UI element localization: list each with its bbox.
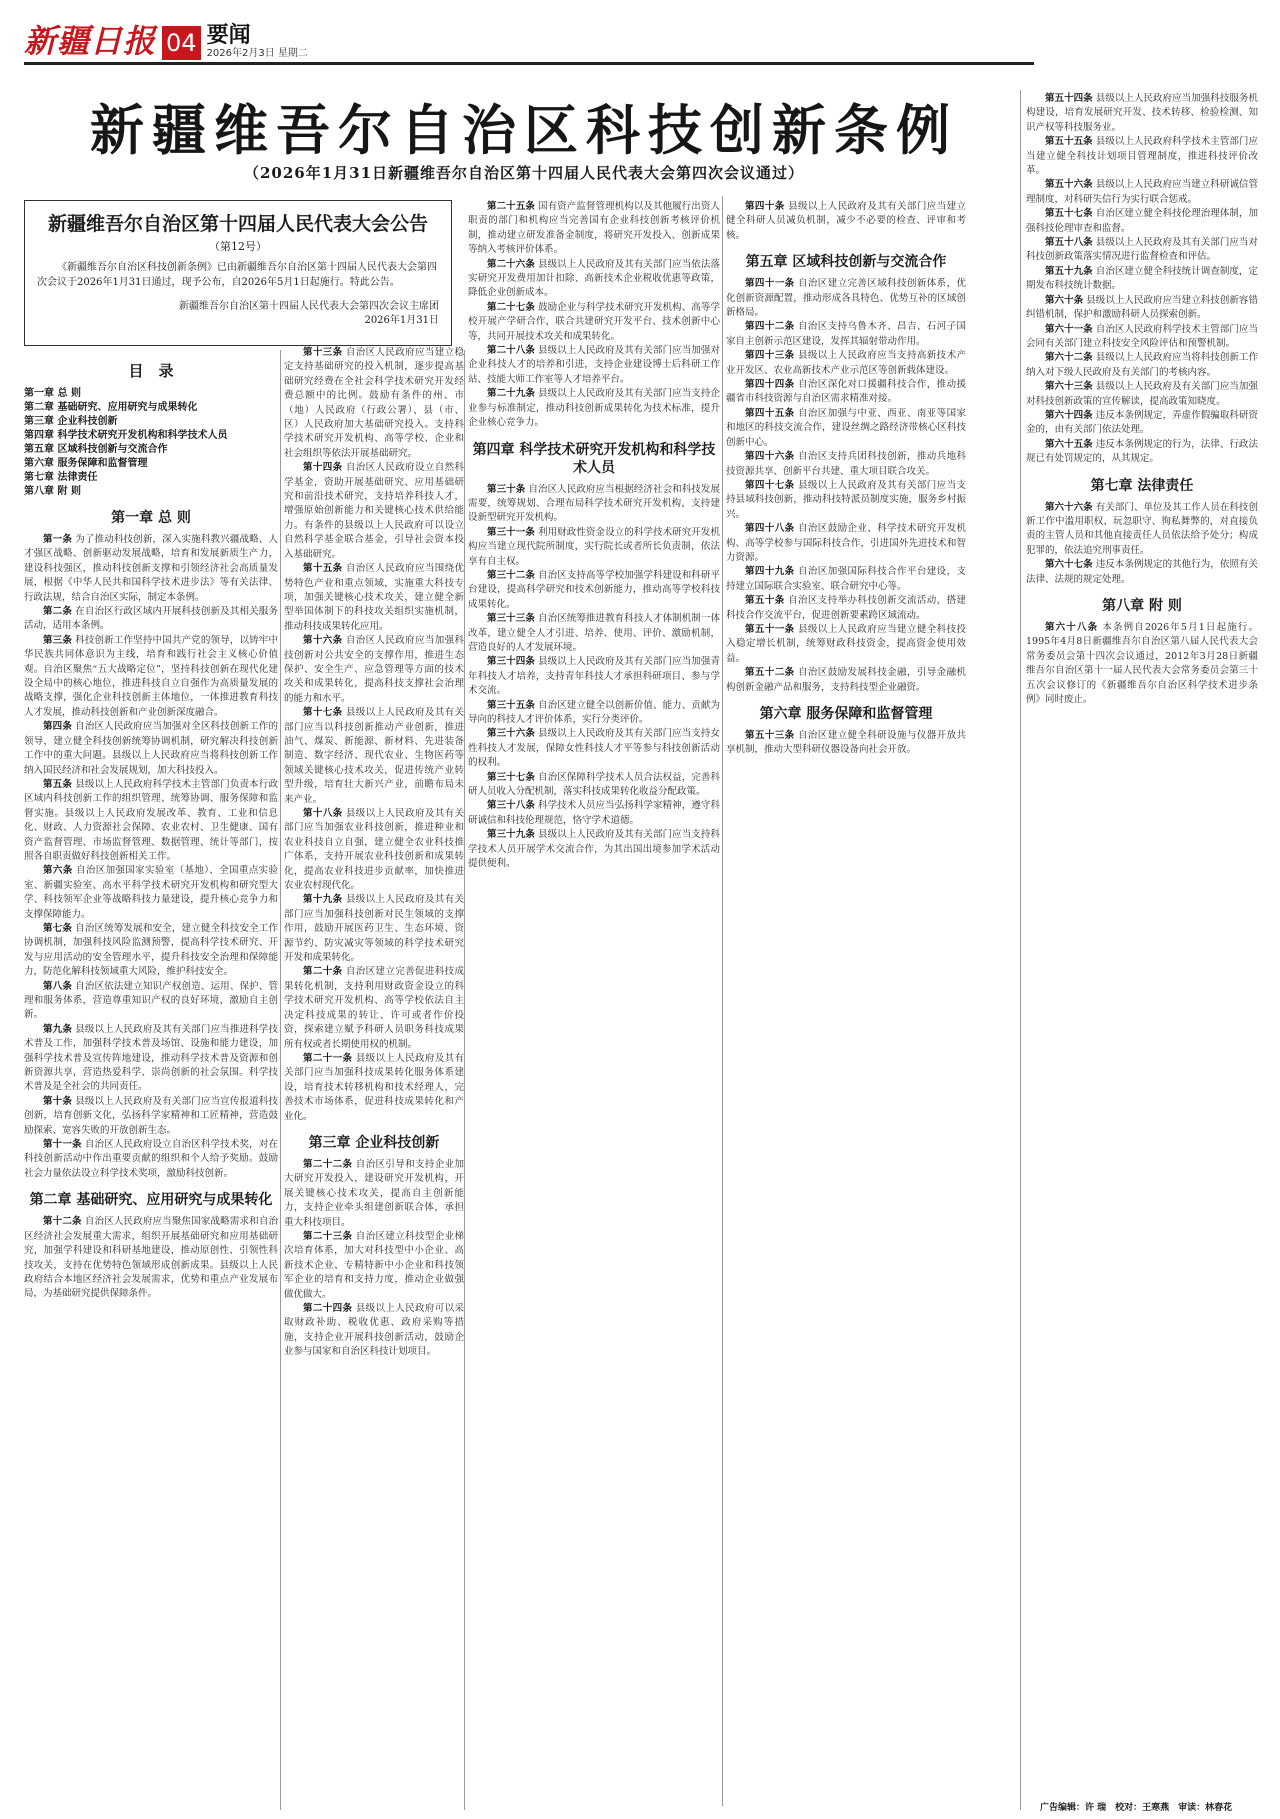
- newspaper-logo: 新疆日报: [24, 22, 157, 60]
- article-number: 第一条: [43, 534, 72, 545]
- article-number: 第五十四条: [1045, 93, 1093, 104]
- article-number: 第十七条: [303, 707, 343, 719]
- article-text: 自治区人民政府应当加强科技创新对公共安全的支撑作用，推进生态保护、安全生产、应急管理等方面的技术攻关和成果转化，提高科技支撑社会治理的能力和水平。: [284, 635, 464, 704]
- article-text: 自治区鼓励企业、科学技术研究开发机构、高等学校参与国际科技合作，引进国外先进技术和智力资源。: [726, 523, 966, 563]
- headline: 新疆维吾尔自治区科技创新条例: [90, 99, 958, 162]
- article-number: 第三十九条: [487, 829, 535, 841]
- section-name: 要闻: [206, 23, 251, 48]
- article-number: 第六十一条: [1045, 323, 1093, 335]
- article: [284, 1302, 464, 1360]
- article-text: 县级以上人民政府应当加强科技服务机构建设，培育发展研究开发、技术转移、检验检测、知识产权等科技服务业。: [1026, 93, 1258, 133]
- subhead: （2026年1月31日新疆维吾尔自治区第十四届人民代表大会第四次会议通过）: [243, 164, 805, 182]
- article: [726, 522, 966, 565]
- article-text: 自治区依法建立知识产权创造、运用、保护、管理和服务体系，营造尊重知识产权的良好环境，激励自主创新。: [24, 980, 278, 1021]
- article-text: 违反本条例规定的其他行为，依照有关法律、法规的规定处理。: [1026, 559, 1258, 585]
- article-text: 在自治区行政区域内开展科技创新及其相关服务活动，适用本条例。: [24, 606, 278, 632]
- article-text: 自治区加强国家实验室（基地）、全国重点实验室、新疆实验室、高水平科学技术研究开发机构和研究型大学、科技领军企业等战略科技力量建设，提升核心竞争力和支撑保障能力。: [24, 865, 278, 920]
- article-text: 自治区支持兵团科技创新，推动兵地科技资源共享、创新平台共建、重大项目联合攻关。: [726, 451, 966, 477]
- column-divider: [280, 350, 281, 1810]
- chapter-heading: 第八章 附 则: [1102, 598, 1182, 614]
- announcement-box: [24, 200, 452, 346]
- article-number: 第二十九条: [487, 388, 535, 400]
- chapter-heading: 第四章 科学技术研究开发机构和科学技术人员: [472, 441, 716, 476]
- article-text: 县级以上人民政府及其有关部门应当支持科学技术人员开展学术交流合作，为其出国出境参加学术活动提供便利。: [468, 829, 720, 870]
- article-text: 县级以上人民政府可以采取财政补助、税收优惠、政府采购等措施，支持企业开展科技创新活动，鼓励企业参与国家和自治区科技计划项目。: [284, 1303, 464, 1358]
- article-number: 第二条: [43, 606, 72, 618]
- article-number: 第四十二条: [745, 321, 795, 333]
- toc-item: 第二章 基础研究、应用研究与成果转化: [24, 402, 198, 413]
- article-text: 自治区深化对口援疆科技合作，推动援疆省市科技资源与自治区需求精准对接。: [726, 379, 966, 405]
- announcement-title: 新疆维吾尔自治区第十四届人民代表大会公告: [47, 213, 428, 235]
- article-number: 第六条: [43, 865, 73, 877]
- article-number: 第二十一条: [303, 1052, 353, 1064]
- article: [1026, 135, 1258, 178]
- article: [1026, 294, 1258, 323]
- article-number: 第四十七条: [745, 479, 795, 491]
- article-number: 第五十九条: [1045, 265, 1093, 277]
- article-text: 自治区引导和支持企业加大研究开发投入，建设研究开发机构，开展关键核心技术攻关，提高自主创新能力，支持企业牵头组建创新联合体，承担重大科技项目。: [284, 1158, 464, 1228]
- article-number: 第十条: [43, 1095, 72, 1107]
- article: [24, 1023, 278, 1095]
- article: [284, 807, 464, 893]
- article-text: 科技创新工作坚持中国共产党的领导，以铸牢中华民族共同体意识为主线，培育和践行社会主义核心价值观。自治区聚焦“五大战略定位”，坚持科技创新在现代化建设全局中的核心地位，推进科技自立自强作为高质量发展的战略支撑，强化企业科技创新主体地位，一体推进教育科技人才发展，推动科技创新和产业创新深度融合。: [24, 634, 278, 718]
- article-number: 第十九条: [303, 894, 343, 906]
- article: [1026, 409, 1258, 438]
- article: [726, 729, 966, 758]
- article-number: 第六十三条: [1045, 381, 1093, 393]
- article: [24, 980, 278, 1023]
- article: [284, 634, 464, 706]
- toc-item: 第四章 科学技术研究开发机构和科学技术人员: [24, 430, 228, 441]
- article-number: 第四十五条: [745, 407, 795, 419]
- article: [726, 349, 966, 378]
- article-number: 第五十八条: [1045, 237, 1093, 249]
- article-text: 县级以上人民政府及其有关部门应当加强科技创新对民生领域的支撑作用，鼓励开展医药卫生、生态环境、资源节约、防灾减灾等领域的科学技术研究开发和成果转化。: [284, 894, 464, 964]
- article: [468, 569, 720, 612]
- article-text: 自治区人民政府应当围绕优势特色产业和重点领域，实施重大科技专项，加强关键核心技术攻关，建立健全新型举国体制下的科技攻关组织实施机制，推动科技成果转化应用。: [284, 563, 464, 632]
- article-number: 第二十四条: [303, 1303, 353, 1314]
- article: [468, 799, 720, 828]
- article-number: 第五十条: [745, 595, 785, 607]
- article-text: 县级以上人民政府及其有关部门应当加强对企业科技人才的培养和引进，支持企业建设博士后科研工作站、技能大师工作室等人才培养平台。: [468, 345, 720, 385]
- article: [284, 1230, 464, 1302]
- article: [1026, 323, 1258, 352]
- article: [1026, 92, 1258, 135]
- announcement-date: 2026年1月31日: [364, 315, 439, 326]
- article: [468, 301, 720, 344]
- article-text: 自治区建立科技型企业梯次培育体系，加大对科技型中小企业、高新技术企业、专精特新中小企业和科技领军企业的培育和支持力度，推动企业做强做优做大。: [284, 1230, 464, 1300]
- article-number: 第三十七条: [487, 771, 535, 783]
- article-number: 第三十三条: [487, 613, 535, 625]
- column-2: [284, 346, 464, 1360]
- article-text: 自治区人民政府应当根据经济社会和科技发展需要，统筹规划、合理布局科学技术研究开发机构，支持建设新型研究开发机构。: [468, 483, 720, 524]
- article-number: 第八条: [43, 980, 72, 992]
- toc-item: 第七章 法律责任: [24, 472, 98, 483]
- issue-date: 2026年2月3日 星期二: [206, 48, 308, 59]
- article: [24, 922, 278, 980]
- article-text: 自治区建立完善区域科技创新体系，优化创新资源配置，推动形成各具特色、优势互补的区域创新格局。: [726, 278, 966, 319]
- chapter-heading: 第五章 区域科技创新与交流合作: [745, 254, 947, 271]
- page-number: 04: [162, 26, 201, 60]
- article: [1026, 380, 1258, 409]
- article-number: 第十四条: [303, 462, 343, 474]
- article-text: 县级以上人民政府及其有关部门应当支持女性科技人才发展，保障女性科技人才平等参与科技创新活动的权利。: [468, 728, 720, 769]
- article-text: 自治区建立完善促进科技成果转化机制，支持利用财政资金设立的科学技术研究开发机构、高等学校依法自主决定科技成果的转让、许可或者作价投资，探索建立赋予科研人员职务科技成果所有权或者长期使用权的机制。: [284, 966, 464, 1050]
- article: [24, 1138, 278, 1181]
- article: [726, 450, 966, 479]
- article: [1026, 265, 1258, 294]
- article-text: 县级以上人民政府及其有关部门应当对科技创新政策落实情况进行监督检查和评估。: [1026, 237, 1258, 263]
- article: [1026, 351, 1258, 380]
- chapter-heading: 第六章 服务保障和监督管理: [759, 706, 933, 722]
- article-text: 自治区支持举办科技创新交流活动，搭建科技合作交流平台，促进创新要素跨区域流动。: [726, 595, 966, 621]
- article: [468, 387, 720, 430]
- article-number: 第五十三条: [745, 730, 795, 741]
- article: [468, 612, 720, 655]
- article: [24, 1095, 278, 1138]
- article-text: 自治区人民政府科学技术主管部门应当会同有关部门建立科技安全风险评估和预警机制。: [1026, 323, 1258, 349]
- article-text: 自治区建立健全科研设施与仪器开放共享机制，推动大型科研仪器设备向社会开放。: [726, 730, 966, 756]
- article-number: 第六十五条: [1045, 438, 1093, 450]
- article-number: 第五条: [43, 778, 72, 790]
- announcement-signer: 新疆维吾尔自治区第十四届人民代表大会第四次会议主席团: [179, 301, 439, 312]
- article: [1026, 178, 1258, 207]
- article: [726, 407, 966, 450]
- article: [1026, 558, 1258, 587]
- column-divider: [722, 196, 723, 1806]
- article-text: 自治区支持高等学校加强学科建设和科研平台建设，提高科学研究和技术创新能力，推动高等学校科技成果转化。: [468, 569, 720, 610]
- article-text: 自治区建立健全科技伦理治理体制，加强科技伦理审查和监督。: [1026, 208, 1258, 234]
- chapter-heading: 第二章 基础研究、应用研究与成果转化: [29, 1192, 273, 1209]
- article-text: 自治区建立健全科技统计调查制度，定期发布科技统计数据。: [1026, 265, 1258, 292]
- article: [1026, 438, 1258, 467]
- article-number: 第五十二条: [745, 667, 795, 679]
- article-number: 第七条: [43, 922, 72, 934]
- article: [726, 200, 966, 243]
- article: [726, 378, 966, 407]
- article: [24, 720, 278, 778]
- article-text: 县级以上人民政府应当支持高新技术产业开发区、农业高新技术产业示范区等创新载体建设。: [726, 350, 966, 376]
- article: [468, 771, 720, 800]
- article: [24, 1215, 278, 1301]
- article-text: 县级以上人民政府及有关部门应当加强对科技创新政策的宣传解读，提高政策知晓度。: [1026, 381, 1258, 407]
- article-text: 县级以上人民政府及其有关部门应当推进科学技术普及工作，加强科学技术普及场馆、设施和能力建设，加强科学技术普及宣传阵地建设，推动科学技术普及资源和创新资源共享，营造热爱科学、崇尚创新的社会氛围。科学技术普及是全社会的共同责任。: [24, 1023, 278, 1093]
- article-number: 第三十条: [487, 483, 526, 495]
- chapter-heading: 第七章 法律责任: [1090, 477, 1194, 494]
- article-number: 第十三条: [303, 347, 343, 358]
- column-divider: [464, 350, 465, 1810]
- article: [284, 893, 464, 965]
- article: [1026, 501, 1258, 559]
- masthead-rule: [24, 62, 1034, 65]
- toc-item: 第五章 区域科技创新与交流合作: [24, 444, 168, 455]
- article-number: 第五十七条: [1045, 208, 1093, 220]
- column-3: [468, 200, 720, 871]
- article-text: 县级以上人民政府应当将科技创新工作纳入对下级人民政府及有关部门的考核内容。: [1026, 352, 1258, 378]
- article-number: 第三条: [43, 634, 72, 646]
- article-text: 自治区人民政府设立自然科学基金，资助开展基础研究、应用基础研究和前沿技术研究，支持培养科技人才，增强原始创新能力和关键核心技术供给能力。有条件的县级以上人民政府可以设立自然科学基金联合基金，引导社会资本投入基础研究。: [284, 462, 464, 560]
- article: [284, 965, 464, 1051]
- article-number: 第六十二条: [1045, 352, 1093, 364]
- article-text: 违反本条例规定的行为，法律、行政法规已有处罚规定的，从其规定。: [1026, 438, 1258, 465]
- article: [468, 828, 720, 871]
- article: [468, 344, 720, 387]
- article-number: 第三十六条: [487, 728, 535, 740]
- article-number: 第四十四条: [745, 379, 795, 391]
- article-text: 县级以上人民政府应当建立健全科技投入稳定增长机制，统筹财政科技资金，提高资金使用效益。: [726, 623, 966, 664]
- article-text: 鼓励企业与科学技术研究开发机构、高等学校开展产学研合作，联合共建研究开发平台、技术创新中心等，共同开展技术攻关和成果转化。: [468, 301, 720, 342]
- article: [284, 1158, 464, 1230]
- article: [468, 483, 720, 526]
- article: [726, 666, 966, 695]
- toc-item: 第三章 企业科技创新: [24, 416, 118, 427]
- article-number: 第二十二条: [303, 1158, 353, 1170]
- article-number: 第二十七条: [487, 301, 535, 313]
- article-number: 第六十七条: [1045, 559, 1093, 571]
- article: [468, 526, 720, 569]
- article-text: 县级以上人民政府及其有关部门应当以科技创新推动产业创新，推进油气、煤炭、新能源、新材料、先进装备制造、数字经济、现代农业、生物医药等领域关键核心技术攻关，促进传统产业转型升级，培育壮大新兴产业，前瞻布局未来产业。: [284, 707, 464, 805]
- column-5: [1026, 92, 1258, 707]
- article-text: 县级以上人民政府及其有关部门应当加强科技成果转化服务体系建设，培育技术转移机构和技术经理人，完善技术市场体系，促进科技成果转化和产业化。: [284, 1052, 464, 1122]
- chapter-heading: 第一章 总 则: [111, 510, 191, 526]
- article: [24, 778, 278, 864]
- article-text: 自治区加强国际科技合作平台建设，支持建立国际联合实验室、联合研究中心等。: [726, 566, 966, 592]
- article-number: 第三十八条: [487, 800, 535, 812]
- article-number: 第四十八条: [745, 523, 795, 535]
- article: [24, 533, 278, 605]
- article-text: 自治区人民政府应当建立稳定支持基础研究的投入机制，逐步提高基础研究经费在全社会科学技术研究开发经费总额中的比例。鼓励有条件的州、市（地）人民政府（行政公署）、县（市、区）人民政府加大基础研究投入。支持科学技术研究开发机构、高等学校、企业和社会组织等依法开展基础研究。: [284, 347, 464, 459]
- toc-item: 第六章 服务保障和监督管理: [24, 458, 148, 469]
- chapter-heading: 第三章 企业科技创新: [308, 1134, 440, 1151]
- article-text: 县级以上人民政府及其有关部门应当加强农业科技创新，推进种业和农业科技自立自强，建立健全农业科技推广体系，支持开展农业科技创新和成果转化，提高农业科技进步贡献率，加快推进农业农村现代化。: [284, 808, 464, 892]
- article-text: 自治区人民政府应当加强对全区科技创新工作的领导，建立健全科技创新统筹协调机制，研究解决科技创新工作中的重大问题。县级以上人民政府应当将科技创新工作纳入国民经济和社会发展规划，加大科技投入。: [24, 721, 278, 776]
- article-text: 自治区统筹发展和安全，建立健全科技安全工作协调机制，加强科技风险监测预警，提高科学技术研究、开发与应用活动的安全管理水平，提升科技安全治理和保障能力，防范化解科技领域重大风险，维护科技安全。: [24, 922, 278, 978]
- article-text: 县级以上人民政府及其有关部门应当支持企业参与标准制定，推动科技创新成果转化为技术标准，提升企业核心竞争力。: [468, 388, 720, 429]
- article: [284, 346, 464, 461]
- article-text: 为了推动科技创新，深入实施科教兴疆战略、人才强区战略、创新驱动发展战略，培育和发展新质生产力，建设科技强区，推动科技创新支撑和引领经济社会高质量发展，根据《中华人民共和国科学技术进步法》等有关法律、行政法规，结合自治区实际，制定本条例。: [24, 534, 278, 603]
- article: [24, 605, 278, 634]
- article-number: 第四十三条: [745, 350, 795, 362]
- article: [1026, 207, 1258, 236]
- masthead: [24, 14, 308, 60]
- editor-credits: 广告编辑：许 瑞 校对：王寒燕 审读：林春花: [1040, 1803, 1233, 1813]
- article: [284, 706, 464, 807]
- column-4: [726, 200, 966, 758]
- article: [468, 727, 720, 770]
- article-text: 自治区保障科学技术人员合法权益，完善科研人员收入分配机制，落实科技成果转化收益分配政策。: [468, 771, 720, 798]
- article-text: 县级以上人民政府及有关部门应当宣传报道科技创新，培育创新文化，弘扬科学家精神和工匠精神，营造鼓励探索、宽容失败的开放创新生态。: [24, 1095, 278, 1136]
- article-number: 第四十一条: [745, 278, 795, 290]
- article: [726, 594, 966, 623]
- article: [284, 562, 464, 634]
- article-text: 有关部门、单位及其工作人员在科技创新工作中滥用职权、玩忽职守、徇私舞弊的，对直接负责的主管人员和其他直接责任人员依法给予处分；构成犯罪的，依法追究刑事责任。: [1026, 501, 1258, 556]
- article-number: 第三十五条: [487, 699, 535, 711]
- article-number: 第四十条: [745, 201, 785, 212]
- article-text: 县级以上人民政府应当建立科技创新容错纠错机制，保护和激励科研人员探索创新。: [1026, 294, 1258, 321]
- article-number: 第十二条: [43, 1216, 82, 1228]
- article: [726, 479, 966, 522]
- article-number: 第二十八条: [487, 345, 535, 357]
- article-number: 第二十条: [303, 966, 343, 978]
- article-text: 县级以上人民政府及其有关部门应当依法落实研究开发费用加计扣除、高新技术企业税收优惠等政策，降低企业创新成本。: [468, 258, 720, 299]
- announcement-number: （第12号）: [209, 240, 267, 253]
- article-number: 第十五条: [303, 563, 343, 575]
- article-number: 第四条: [43, 721, 72, 733]
- article-text: 科学技术人员应当弘扬科学家精神，遵守科研诚信和科技伦理规范，恪守学术道德。: [468, 800, 720, 826]
- article: [284, 1052, 464, 1124]
- article: [284, 461, 464, 562]
- article-number: 第十八条: [303, 808, 343, 819]
- article-number: 第二十五条: [487, 201, 535, 212]
- article-text: 县级以上人民政府科学技术主管部门应当建立健全科技计划项目管理制度，推进科技评价改革。: [1026, 136, 1258, 177]
- article: [468, 699, 720, 728]
- article-number: 第四十六条: [745, 451, 795, 463]
- article-text: 县级以上人民政府及其有关部门应当支持县域科技创新，推动科技特派员制度实施，服务乡村振兴。: [726, 479, 966, 520]
- article-text: 利用财政性资金设立的科学技术研究开发机构应当建立现代院所制度，实行院长或者所长负责制，依法享有自主权。: [468, 526, 720, 567]
- section-block: [207, 24, 308, 60]
- article-number: 第五十六条: [1045, 179, 1093, 191]
- article: [726, 277, 966, 320]
- article: [24, 634, 278, 720]
- article-text: 县级以上人民政府应当建立科研诚信管理制度，对科研失信行为实行联合惩戒。: [1026, 179, 1258, 205]
- article-text: 违反本条例规定，弄虚作假骗取科研资金的，由有关部门依法处理。: [1026, 409, 1258, 436]
- article-number: 第六十条: [1045, 294, 1084, 306]
- article-number: 第三十二条: [487, 569, 535, 581]
- article-text: 自治区加强与中亚、西亚、南亚等国家和地区的科技交流合作，建设丝绸之路经济带核心区科技创新中心。: [726, 407, 966, 448]
- article: [726, 320, 966, 349]
- article-number: 第十六条: [303, 635, 343, 647]
- article-number: 第五十五条: [1045, 136, 1093, 148]
- article-text: 县级以上人民政府科学技术主管部门负责本行政区域内科技创新工作的组织管理、统筹协调、服务保障和监督实施。县级以上人民政府发展改革、教育、工业和信息化、财政、人力资源社会保障、农业农村、卫生健康、国有资产监督管理、市场监督管理、数据管理、统计等部门，按照各自职责做好科技创新相关工作。: [24, 778, 278, 862]
- article-number: 第六十六条: [1045, 501, 1093, 513]
- article-number: 第十一条: [43, 1139, 82, 1151]
- article-text: 自治区人民政府设立自治区科学技术奖，对在科技创新活动中作出重要贡献的组织和个人给予奖励。鼓励社会力量依法设立科学技术奖项，激励科技创新。: [24, 1139, 278, 1179]
- article: [1026, 621, 1258, 707]
- article: [24, 864, 278, 922]
- article-text: 自治区人民政府应当聚焦国家战略需求和自治区经济社会发展重大需求，组织开展基础研究和应用基础研究，加强学科建设和科研基地建设，推动原创性、引领性科技攻关，支持在优势特色领域形成创新成果。县级以上人民政府结合本地区经济社会发展需求，优势和重点产业发展布局，为基础研究提供保障条件。: [24, 1216, 278, 1300]
- article-number: 第三十四条: [487, 656, 535, 668]
- article-text: 自治区建立健全以创新价值、能力、贡献为导向的科技人才评价体系，实行分类评价。: [468, 699, 720, 725]
- article-number: 第二十六条: [487, 258, 535, 270]
- toc-title: 目 录: [128, 362, 174, 380]
- article: [1026, 236, 1258, 265]
- article: [726, 623, 966, 666]
- column-divider: [1020, 90, 1021, 1810]
- article: [726, 565, 966, 594]
- article-number: 第二十三条: [303, 1230, 353, 1242]
- announcement-body: 《新疆维吾尔自治区科技创新条例》已由新疆维吾尔自治区第十四届人民代表大会第四次会议于2026年1月31日通过，现予公布，自2026年5月1日起施行。特此公告。: [37, 262, 437, 288]
- article-number: 第六十四条: [1045, 409, 1093, 421]
- article-number: 第四十九条: [745, 566, 795, 578]
- article: [468, 655, 720, 698]
- article-number: 第六十八条: [1045, 622, 1099, 633]
- article: [468, 200, 720, 258]
- article-number: 第三十一条: [487, 526, 535, 538]
- article-text: 本条例自2026年5月1日起施行。1995年4月8日新疆维吾尔自治区第八届人民代表大会常务委员会第十四次会议通过，2012年3月28日新疆维吾尔自治区第十一届人民代表大会常务委员会第三十五次会议修订的《新疆维吾尔自治区科学技术进步条例》同时废止。: [1026, 622, 1258, 706]
- toc-item: 第一章 总 则: [24, 388, 81, 399]
- article: [468, 258, 720, 301]
- toc-item: 第八章 附 则: [24, 486, 81, 497]
- article-text: 自治区支持乌鲁木齐、昌吉、石河子国家自主创新示范区建设，发挥其辐射带动作用。: [726, 321, 966, 347]
- article-number: 第九条: [43, 1023, 72, 1035]
- article-text: 县级以上人民政府及其有关部门应当建立健全科研人员减负机制，减少不必要的检查、评审和考核。: [726, 201, 966, 241]
- article-text: 自治区统筹推进教育科技人才体制机制一体改革，建立健全人才引进、培养、使用、评价、激励机制，营造良好的人才发展环境。: [468, 613, 720, 653]
- article-text: 县级以上人民政府及其有关部门应当加强青年科技人才培养，支持青年科技人才承担科研项目、参与学术交流。: [468, 656, 720, 697]
- table-of-contents: [24, 387, 278, 499]
- article-text: 国有资产监督管理机构以及其他履行出资人职责的部门和机构应当完善国有企业科技创新考核评价机制，推动建立研发准备金制度，将研究开发投入、创新成果等纳入考核评价体系。: [468, 201, 720, 256]
- article-text: 自治区鼓励发展科技金融，引导金融机构创新金融产品和服务，支持科技型企业融资。: [726, 667, 966, 693]
- article-number: 第五十一条: [745, 623, 795, 635]
- column-1: [24, 352, 278, 1302]
